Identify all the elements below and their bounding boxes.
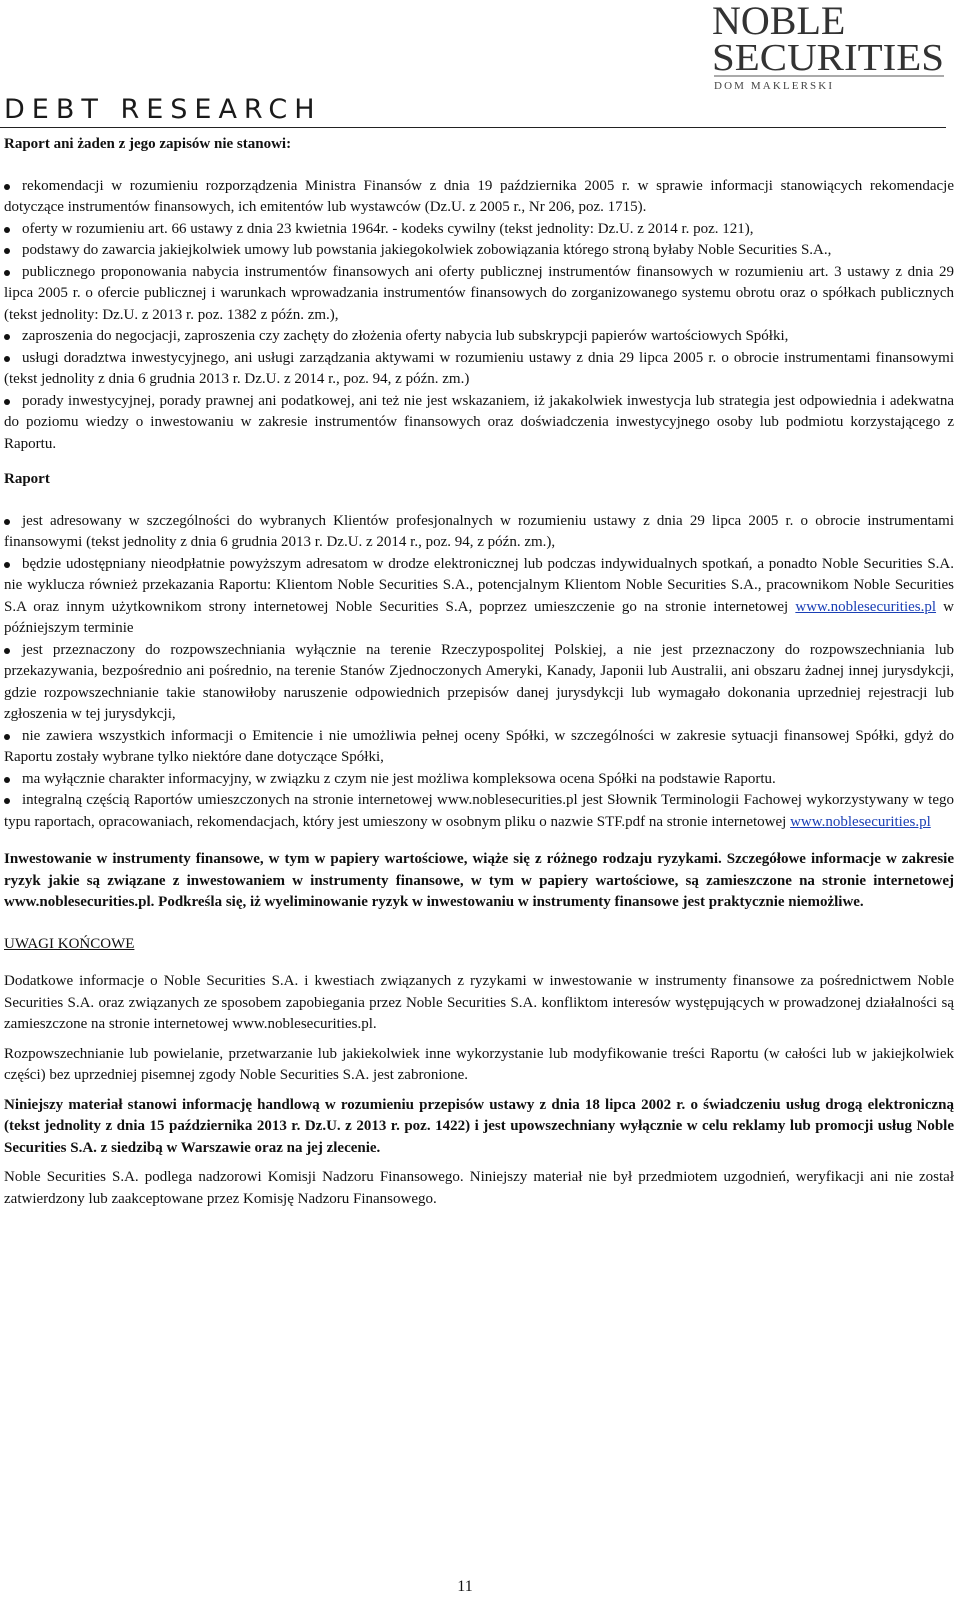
bullet-icon: [4, 777, 10, 783]
bullet-icon: [4, 519, 10, 525]
list-item-text: jest adresowany w szczególności do wybranych Klientów profesjonalnych w rozumieniu ustawy z dnia 29 lipca 2005 r. o obrocie instrumentami finansowymi (tekst jednolity z dnia 6 grudnia 2013 r. Dz.U. z 2014 r., poz. 94, z późn. zm.),: [4, 512, 954, 550]
page-number: 11: [457, 1578, 473, 1595]
bullet-icon: [4, 356, 10, 362]
list-item-text: rekomendacji w rozumieniu rozporządzenia Ministra Finansów z dnia 19 października 2005 r. w sprawie informacji stanowiących rekomendacje dotyczące instrumentów finansowych, ich emitentów lub wystawców (Dz.U. z 2005 r., Nr 206, poz. 1715).: [4, 177, 954, 215]
list-item: [4, 640, 954, 726]
list-item-text: oferty w rozumieniu art. 66 ustawy z dnia 23 kwietnia 1964r. - kodeks cywilny (tekst jednolity: Dz.U. z 2014 r. poz. 121),: [22, 220, 754, 237]
list-item-text: usługi doradztwa inwestycyjnego, ani usługi zarządzania aktywami w rozumieniu ustawy z dnia 29 lipca 2005 r. o obrocie instrumentami finansowymi (tekst jednolity z dnia 6 grudnia 2013 r. Dz.U. z 2014 r., poz. 94, z późn. zm.): [4, 349, 954, 387]
list-item: [4, 219, 954, 241]
logo-line-dom-maklerski: DOM MAKLERSKI: [714, 80, 832, 92]
final-heading: UWAGI KOŃCOWE: [4, 935, 135, 952]
noble-securities-logo: [710, 0, 950, 92]
list-item-text: zaproszenia do negocjacji, zaproszenia czy zachęty do złożenia oferty nabycia lub subskrypcji papierów wartościowych Spółki,: [22, 328, 789, 344]
final-paragraph-4: Noble Securities S.A. podlega nadzorowi Komisji Nadzoru Finansowego. Niniejszy materiał nie był przedmiotem uzgodnień, weryfikacji ani nie został zatwierdzony lub zaakceptowane przez Komisję Nadzoru Finansowego.: [4, 1169, 954, 1207]
list-item: [4, 554, 954, 640]
list-item-text-part: integralną częścią Raportów umieszczonych na stronie internetowej www.noblesecurities.pl jest Słownik Terminologii Fachowej wykorzystywany w tego typu raportach, opracowaniach, rekomendacjach, który jest umieszony w osobnym pliku o nazwie STF.pdf na stronie internetowej: [4, 792, 954, 830]
intro-heading: Raport ani żaden z jego zapisów nie stanowi:: [4, 136, 292, 152]
list-item-text-part: w późniejszym terminie: [4, 598, 955, 636]
bullet-icon: [4, 248, 10, 254]
bullet-icon: [4, 227, 10, 233]
list-item: [4, 726, 954, 769]
list-item: [4, 790, 954, 833]
list-item: [4, 326, 954, 348]
document-body: [4, 132, 954, 1210]
list-item: [4, 769, 954, 791]
list-item-text: [4, 554, 954, 640]
list-item-text: jest przeznaczony do rozpowszechniania wyłącznie na terenie Rzeczypospolitej Polskiej, a nie jest przeznaczony do rozpowszechniania lub przekazywania, bezpośrednio ani pośrednio, na terenie Stanów Zjednoczonych Ameryki, Kanady, Japonii lub Australii, ani obszaru żadnej innej jurysdykcji, gdzie rozpowszechnianie takie stanowiłoby naruszenie odpowiednich przepisów danej jurysdykcji lub wymagało dokonania uprzedniej rejestracji lub zgłoszenia w tej jurysdykcji,: [4, 641, 954, 722]
list-item-text-part: będzie udostępniany nieodpłatnie powyższym adresatom w drodze elektronicznej lub podczas indywidualnych spotkań, a ponadto Noble Securities S.A. nie wyklucza również przekazania Raportu: Klientom Noble Securities S.A., potencjalnym Klientom Noble Securities S.A., pracownikom Noble Securities S.A oraz innym użytkownikom strony internetowej Noble Securities S.A, poprzez umieszczenie go na stronie internetowej: [4, 555, 954, 615]
noblesecurities-link[interactable]: www.noblesecurities.pl: [790, 813, 931, 830]
bullet-icon: [4, 270, 10, 276]
logo-line-securities: SECURITIES: [712, 37, 944, 79]
bullet-icon: [4, 562, 10, 568]
bullet-icon: [4, 399, 10, 405]
list-item: [4, 240, 954, 262]
list-item: [4, 391, 954, 456]
bullet-icon: [4, 334, 10, 340]
disclaimer-list: [4, 176, 954, 456]
raport-list: [4, 511, 954, 834]
bullet-icon: [4, 798, 10, 804]
bullet-icon: [4, 184, 10, 190]
bullet-icon: [4, 734, 10, 740]
raport-heading: Raport: [4, 471, 50, 487]
logo-line-noble: NOBLE: [712, 0, 846, 43]
list-item-text: podstawy do zawarcia jakiejkolwiek umowy lub powstania jakiegokolwiek zobowiązania którego stroną byłaby Noble Securities S.A.,: [22, 242, 832, 258]
final-paragraph-2: Rozpowszechnianie lub powielanie, przetwarzanie lub jakiekolwiek inne wykorzystanie lub modyfikowanie treści Raportu (w całości lub w jakiejkolwiek części) bez uprzedniej pisemnej zgody Noble Securities S.A. jest zabronione.: [4, 1045, 954, 1083]
list-item-text: nie zawiera wszystkich informacji o Emitencie i nie umożliwia pełnej oceny Spółki, w szczególności w zakresie sytuacji finansowej Spółki, gdyż do Raportu zostały wybrane tylko niektóre dane dotyczące Spółki,: [4, 727, 954, 765]
final-paragraph-1: Dodatkowe informacje o Noble Securities S.A. i kwestiach związanych z ryzykami w inwestowanie w instrumenty finansowe za pośrednictwem Noble Securities S.A. oraz związanych ze sposobem zapobiegania przez Noble Securities S.A. konfliktom interesów występujących w prowadzonej działalności są zamieszczone na stronie internetowej www.noblesecurities.pl.: [4, 973, 954, 1032]
list-item-text: ma wyłącznie charakter informacyjny, w związku z czym nie jest możliwa kompleksowa ocena Spółki na podstawie Raportu.: [22, 770, 776, 787]
noblesecurities-link[interactable]: www.noblesecurities.pl: [795, 598, 937, 615]
list-item-text: publicznego proponowania nabycia instrumentów finansowych ani oferty publicznej instrumentów finansowych w rozumieniu art. 3 ustawy z dnia 29 lipca 2005 r. o ofercie publicznej i warunkach wprowadzania instrumentów finansowych do zorganizowanego systemu obrotu oraz o spółkach publicznych (tekst jednolity: Dz.U. z 2013 r. poz. 1382 z późn. zm.),: [4, 263, 954, 323]
list-item: [4, 348, 954, 391]
list-item: [4, 511, 954, 554]
final-paragraph-3: Niniejszy materiał stanowi informację handlową w rozumieniu przepisów ustawy z dnia 18 lipca 2002 r. o świadczeniu usług drogą elektroniczną (tekst jednolity z dnia 15 października 2013 r. Dz.U. z 2013 r. poz. 1422) i jest upowszechniany wyłącznie w celu reklamy lub promocji usług Noble Securities S.A. z siedzibą w Warszawie oraz na jej zlecenie.: [4, 1096, 954, 1156]
bullet-icon: [4, 648, 10, 654]
section-title: DEBT RESEARCH: [4, 94, 322, 125]
list-item-text: porady inwestycyjnej, porady prawnej ani podatkowej, ani też nie jest wskazaniem, iż jakakolwiek inwestycja lub strategia jest odpowiednia i adekwatna do poziomu wiedzy o inwestowaniu w zakresie instrumentów finansowych oraz doświadczenia inwestycyjnego osoby lub podmiotu korzystającego z Raportu.: [4, 392, 954, 452]
header-rule: [0, 127, 946, 128]
list-item-text: [4, 790, 954, 833]
list-item: [4, 262, 954, 327]
list-item: [4, 176, 954, 219]
risk-paragraph: Inwestowanie w instrumenty finansowe, w tym w papiery wartościowe, wiąże się z różnego rodzaju ryzykami. Szczegółowe informacje w zakresie ryzyk jakie są związane z inwestowaniem w instrumenty finansowe, w tym w papiery wartościowe, są zamieszczone na stronie internetowej www.noblesecurities.pl. Podkreśla się, iż wyeliminowanie ryzyk w inwestowaniu w instrumenty finansowe jest praktycznie niemożliwe.: [4, 851, 954, 910]
